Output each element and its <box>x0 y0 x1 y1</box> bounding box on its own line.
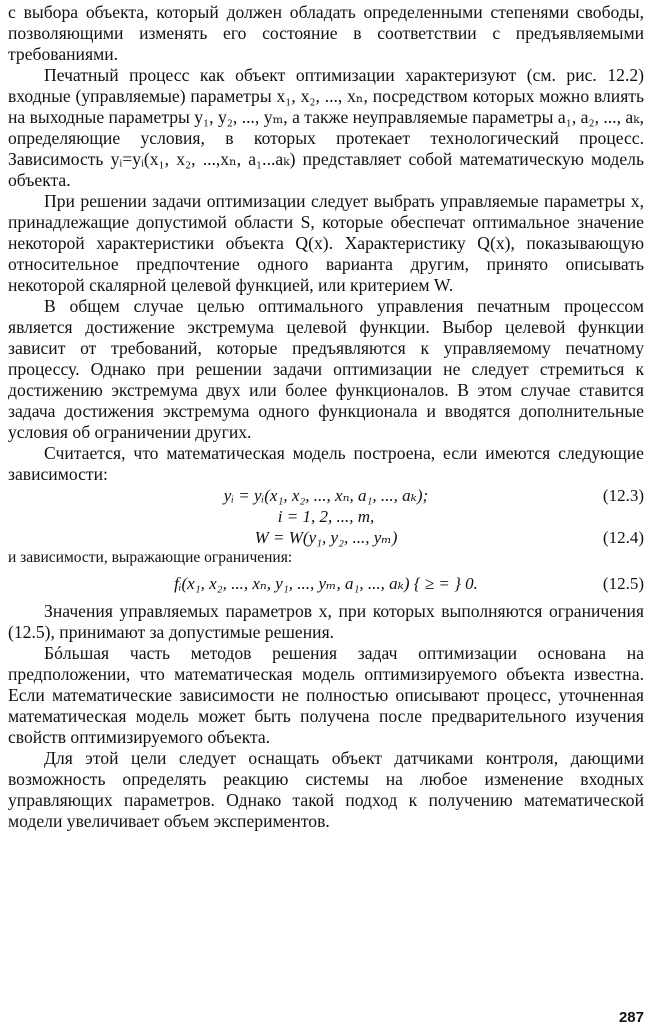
paragraph-8: Для этой цели следует оснащать объект датчиками контроля, дающими возможность определять реакцию системы на любое изменение входных управляющих параметров. Однако такой подход к получению математической модели увеличивает объем экспериментов. <box>8 748 644 831</box>
formula-12-3-number: (12.3) <box>602 486 644 505</box>
formula-12-5-number: (12.5) <box>602 574 644 593</box>
formula-12-5 <box>8 567 644 601</box>
formula-12-5-expr: fᵢ(x₁, x₂, ..., xₙ, y₁, ..., yₘ, a₁, ..., aₖ) { ≥ = } 0. <box>174 574 478 593</box>
formula-12-4 <box>8 527 644 548</box>
paragraph-3: При решении задачи оптимизации следует выбрать управляемые параметры x, принадлежащие допустимой области S, которые обеспечат оптимальное значение некоторой характеристики объекта Q(x). Характеристику Q(x), показывающую относительное предпочтение одного варианта другим, принято описывать некоторой скалярной целевой функцией, или критерием W. <box>8 191 644 295</box>
formula-12-4-expr: W = W(y₁, y₂, ..., yₘ) <box>254 528 398 547</box>
paragraph-7: Бóльшая часть методов решения задач оптимизации основана на предположении, что математическая модель оптимизируемого объекта известна. Если математические зависимости не полностью описывают процесс, уточненная математическая модель может быть получена после предварительного изучения свойств оптимизируемого объекта. <box>8 643 644 747</box>
page-number: 287 <box>618 1009 644 1026</box>
paragraph-4: В общем случае целью оптимального управления печатным процессом является достижение экстремума целевой функции. Выбор целевой функции зависит от требований, которые предъявляются к управляемому печатному процессу. Однако при решении задачи оптимизации не следует стремиться к достижению экстремума двух или более функционалов. В этом случае ставится задача достижения экстремума одного функционала и вводятся дополнительные условия об ограничении других. <box>8 296 644 442</box>
paragraph-5: Считается, что математическая модель построена, если имеются следующие зависимости: <box>8 443 644 484</box>
formula-12-3-expr: yᵢ = yᵢ(x₁, x₂, ..., xₙ, a₁, ..., aₖ); <box>223 486 429 505</box>
formula-12-4-number: (12.4) <box>602 528 644 547</box>
formula-index-range-expr: i = 1, 2, ..., m, <box>277 507 375 526</box>
constraints-label: и зависимости, выражающие ограничения: <box>8 549 293 566</box>
paragraph-1: с выбора объекта, который должен обладать определенными степенями свободы, позволяющими изменять его состояние в соответствии с предъявляемыми требованиями. <box>8 2 644 64</box>
paragraph-2: Печатный процесс как объект оптимизации характеризуют (см. рис. 12.2) входные (управляемые) параметры x₁, x₂, ..., xₙ, посредством которых можно влиять на выходные параметры y₁, y₂, ..., yₘ, а также неуправляемые параметры a₁, a₂, ..., aₖ, определяющие условия, в которых протекает технологический процесс. Зависимость yᵢ=yᵢ(x₁, x₂, ...,xₙ, a₁...aₖ) представляет собой математическую модель объекта. <box>8 65 644 190</box>
formula-12-3 <box>8 485 644 506</box>
page-text <box>8 2 644 832</box>
paragraph-6: Значения управляемых параметров x, при которых выполняются ограничения (12.5), принимают за допустимые решения. <box>8 601 644 642</box>
formula-index-range <box>8 506 644 527</box>
